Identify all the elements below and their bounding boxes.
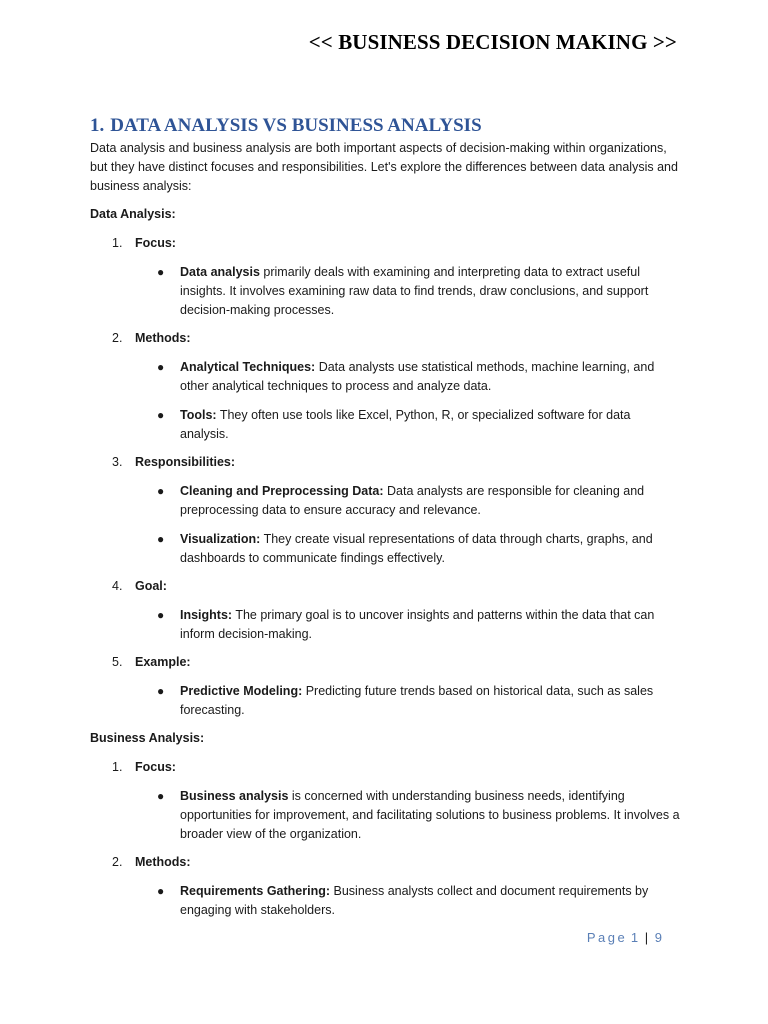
item-number: 4.	[112, 579, 123, 593]
page-separator: |	[644, 930, 649, 945]
bullet-list	[90, 263, 680, 320]
bullet-item	[90, 787, 680, 844]
bullet-text: Data analysts are responsible for cleaning and preprocessing data to ensure accuracy and relevance.	[180, 484, 645, 517]
data-analysis-title: Data Analysis:	[90, 207, 176, 221]
item-number: 2.	[112, 855, 123, 869]
bullet-term: Business analysis	[180, 789, 289, 803]
bullet-item	[90, 606, 680, 644]
section-intro: Data analysis and business analysis are both important aspects of decision-making within organizations, but they have distinct focuses and responsibilities. Let's explore the differences between data analysis and business analysis:	[90, 141, 678, 193]
bullet-term: Insights:	[180, 608, 233, 622]
bullet-icon: ●	[157, 408, 165, 422]
bullet-list	[90, 482, 680, 568]
bullet-text: Predicting future trends based on historical data, such as sales forecasting.	[180, 684, 654, 717]
item-number: 5.	[112, 655, 123, 669]
list-item	[90, 329, 680, 444]
item-heading	[90, 577, 680, 596]
page-footer	[587, 930, 662, 945]
item-number: 1.	[112, 760, 123, 774]
item-heading	[90, 329, 680, 348]
bullet-term: Analytical Techniques:	[180, 360, 316, 374]
bullet-list	[90, 358, 680, 444]
list-item	[90, 853, 680, 920]
item-heading	[90, 453, 680, 472]
data-analysis-block	[90, 205, 680, 720]
bullet-term: Tools:	[180, 408, 217, 422]
item-label: Goal:	[135, 579, 167, 593]
page-total: 9	[654, 930, 662, 945]
bullet-term: Data analysis	[180, 265, 260, 279]
bullet-item	[90, 530, 680, 568]
item-heading	[90, 653, 680, 672]
bullet-text: They create visual representations of data through charts, graphs, and dashboards to communicate findings effectively.	[180, 532, 653, 565]
bullet-icon: ●	[157, 884, 165, 898]
bullet-text: is concerned with understanding business needs, identifying opportunities for improvement, and facilitating solutions to business problems. It involves a broader view of the organization.	[180, 789, 680, 841]
list-item	[90, 758, 680, 844]
bullet-item	[90, 358, 680, 396]
bullet-term: Visualization:	[180, 532, 261, 546]
bullet-item	[90, 682, 680, 720]
bullet-list	[90, 787, 680, 844]
bullet-list	[90, 882, 680, 920]
item-label: Focus:	[135, 236, 176, 250]
bullet-list	[90, 606, 680, 644]
bullet-icon: ●	[157, 484, 165, 498]
item-label: Responsibilities:	[135, 455, 236, 469]
bullet-term: Requirements Gathering:	[180, 884, 331, 898]
bullet-icon: ●	[157, 265, 165, 279]
section-heading	[90, 115, 680, 137]
item-heading	[90, 853, 680, 872]
list-item	[90, 577, 680, 644]
bullet-icon: ●	[157, 684, 165, 698]
business-analysis-title: Business Analysis:	[90, 731, 205, 745]
item-label: Example:	[135, 655, 191, 669]
bullet-term: Cleaning and Preprocessing Data:	[180, 484, 384, 498]
section-number: 1.	[90, 115, 105, 136]
bullet-icon: ●	[157, 789, 165, 803]
item-label: Methods:	[135, 331, 191, 345]
item-number: 2.	[112, 331, 123, 345]
document-content	[90, 115, 680, 929]
document-header-title: << BUSINESS DECISION MAKING >>	[308, 30, 677, 54]
list-item	[90, 453, 680, 568]
bullet-list	[90, 682, 680, 720]
item-heading	[90, 758, 680, 777]
list-item	[90, 234, 680, 320]
section-heading-text: DATA ANALYSIS VS BUSINESS ANALYSIS	[110, 115, 482, 136]
data-analysis-list	[90, 234, 680, 720]
bullet-text: The primary goal is to uncover insights and patterns within the data that can inform decision-making.	[180, 608, 655, 641]
bullet-text: They often use tools like Excel, Python, R, or specialized software for data analysis.	[180, 408, 631, 441]
bullet-item	[90, 882, 680, 920]
item-label: Methods:	[135, 855, 191, 869]
bullet-item	[90, 406, 680, 444]
bullet-text: Business analysts collect and document requirements by engaging with stakeholders.	[180, 884, 649, 917]
bullet-text: primarily deals with examining and interpreting data to extract useful insights. It involves examining raw data to find trends, draw conclusions, and support decision-making processes.	[180, 265, 649, 317]
page-word: Page	[586, 930, 628, 945]
bullet-item	[90, 482, 680, 520]
business-analysis-list	[90, 758, 680, 920]
item-label: Focus:	[135, 760, 176, 774]
item-number: 1.	[112, 236, 123, 250]
bullet-item	[90, 263, 680, 320]
item-number: 3.	[112, 455, 123, 469]
bullet-term: Predictive Modeling:	[180, 684, 303, 698]
bullet-icon: ●	[157, 532, 165, 546]
page-number: 1	[630, 930, 639, 945]
list-item	[90, 653, 680, 720]
bullet-text: Data analysts use statistical methods, machine learning, and other analytical techniques to process and analyze data.	[180, 360, 655, 393]
business-analysis-block	[90, 729, 680, 920]
bullet-icon: ●	[157, 360, 165, 374]
item-heading	[90, 234, 680, 253]
bullet-icon: ●	[157, 608, 165, 622]
